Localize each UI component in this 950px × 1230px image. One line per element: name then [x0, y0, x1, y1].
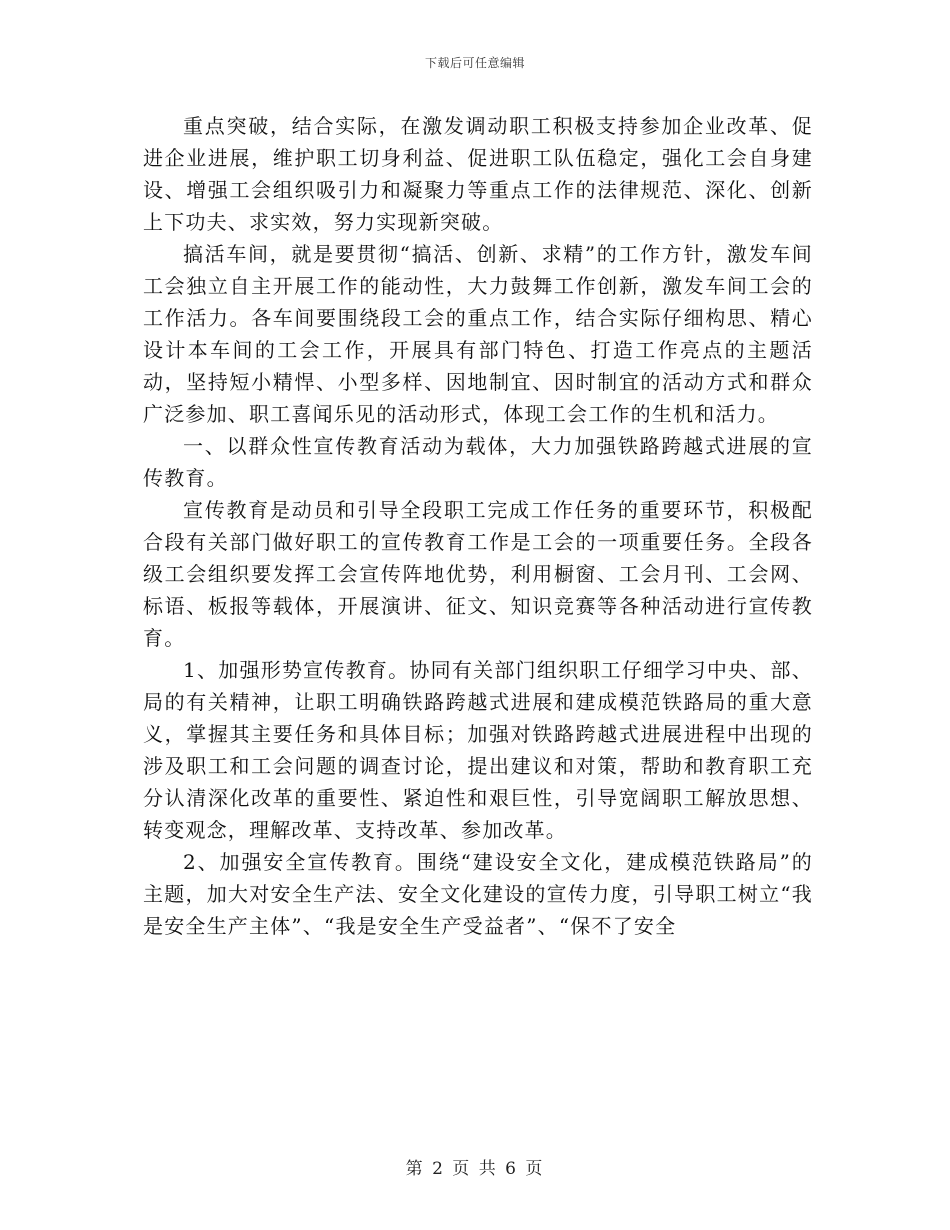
- paragraph-3: 宣传教育是动员和引导全段职工完成工作任务的重要环节，积极配合段有关部门做好职工的宣传教育工作是工会的一项重要任务。全段各级工会组织要发挥工会宣传阵地优势，利用橱窗、工会月刊、工会网、标语、板报等载体，开展演讲、征文、知识竞赛等各种活动进行宣传教育。: [143, 498, 813, 650]
- page-footer: 第 2 页 共 6 页: [405, 1159, 545, 1179]
- paragraph-5: 2、加强安全宣传教育。围绕“建设安全文化，建成模范铁路局”的主题，加大对安全生产法、安全文化建设的宣传力度，引导职工树立“我是安全生产主体”、“我是安全生产受益者”、“保不了安全: [143, 850, 813, 938]
- document-body: [143, 110, 813, 942]
- paragraph-1: 重点突破，结合实际，在激发调动职工积极支持参加企业改革、促进企业进展，维护职工切身利益、促进职工队伍稳定，强化工会自身建设、增强工会组织吸引力和凝聚力等重点工作的法律规范、深化、创新上下功夫、求实效，努力实现新突破。: [143, 114, 813, 234]
- paragraph-4: 1、加强形势宣传教育。协同有关部门组织职工仔细学习中央、部、局的有关精神，让职工明确铁路跨越式进展和建成模范铁路局的重大意义，掌握其主要任务和具体目标；加强对铁路跨越式进展进程中出现的涉及职工和工会问题的调查讨论，提出建议和对策，帮助和教育职工充分认清深化改革的重要性、紧迫性和艰巨性，引导宽阔职工解放思想、转变观念，理解改革、支持改革、参加改革。: [143, 658, 813, 842]
- paragraph-2: 搞活车间，就是要贯彻“搞活、创新、求精”的工作方针，激发车间工会独立自主开展工作的能动性，大力鼓舞工作创新，激发车间工会的工作活力。各车间要围绕段工会的重点工作，结合实际仔细构思、精心设计本车间的工会工作，开展具有部门特色、打造工作亮点的主题活动，坚持短小精悍、小型多样、因地制宜、因时制宜的活动方式和群众广泛参加、职工喜闻乐见的活动形式，体现工会工作的生机和活力。: [143, 242, 813, 426]
- section-heading-1: 一、以群众性宣传教育活动为载体，大力加强铁路跨越式进展的宣传教育。: [143, 434, 813, 490]
- page-header: 下载后可任意编辑: [424, 56, 525, 70]
